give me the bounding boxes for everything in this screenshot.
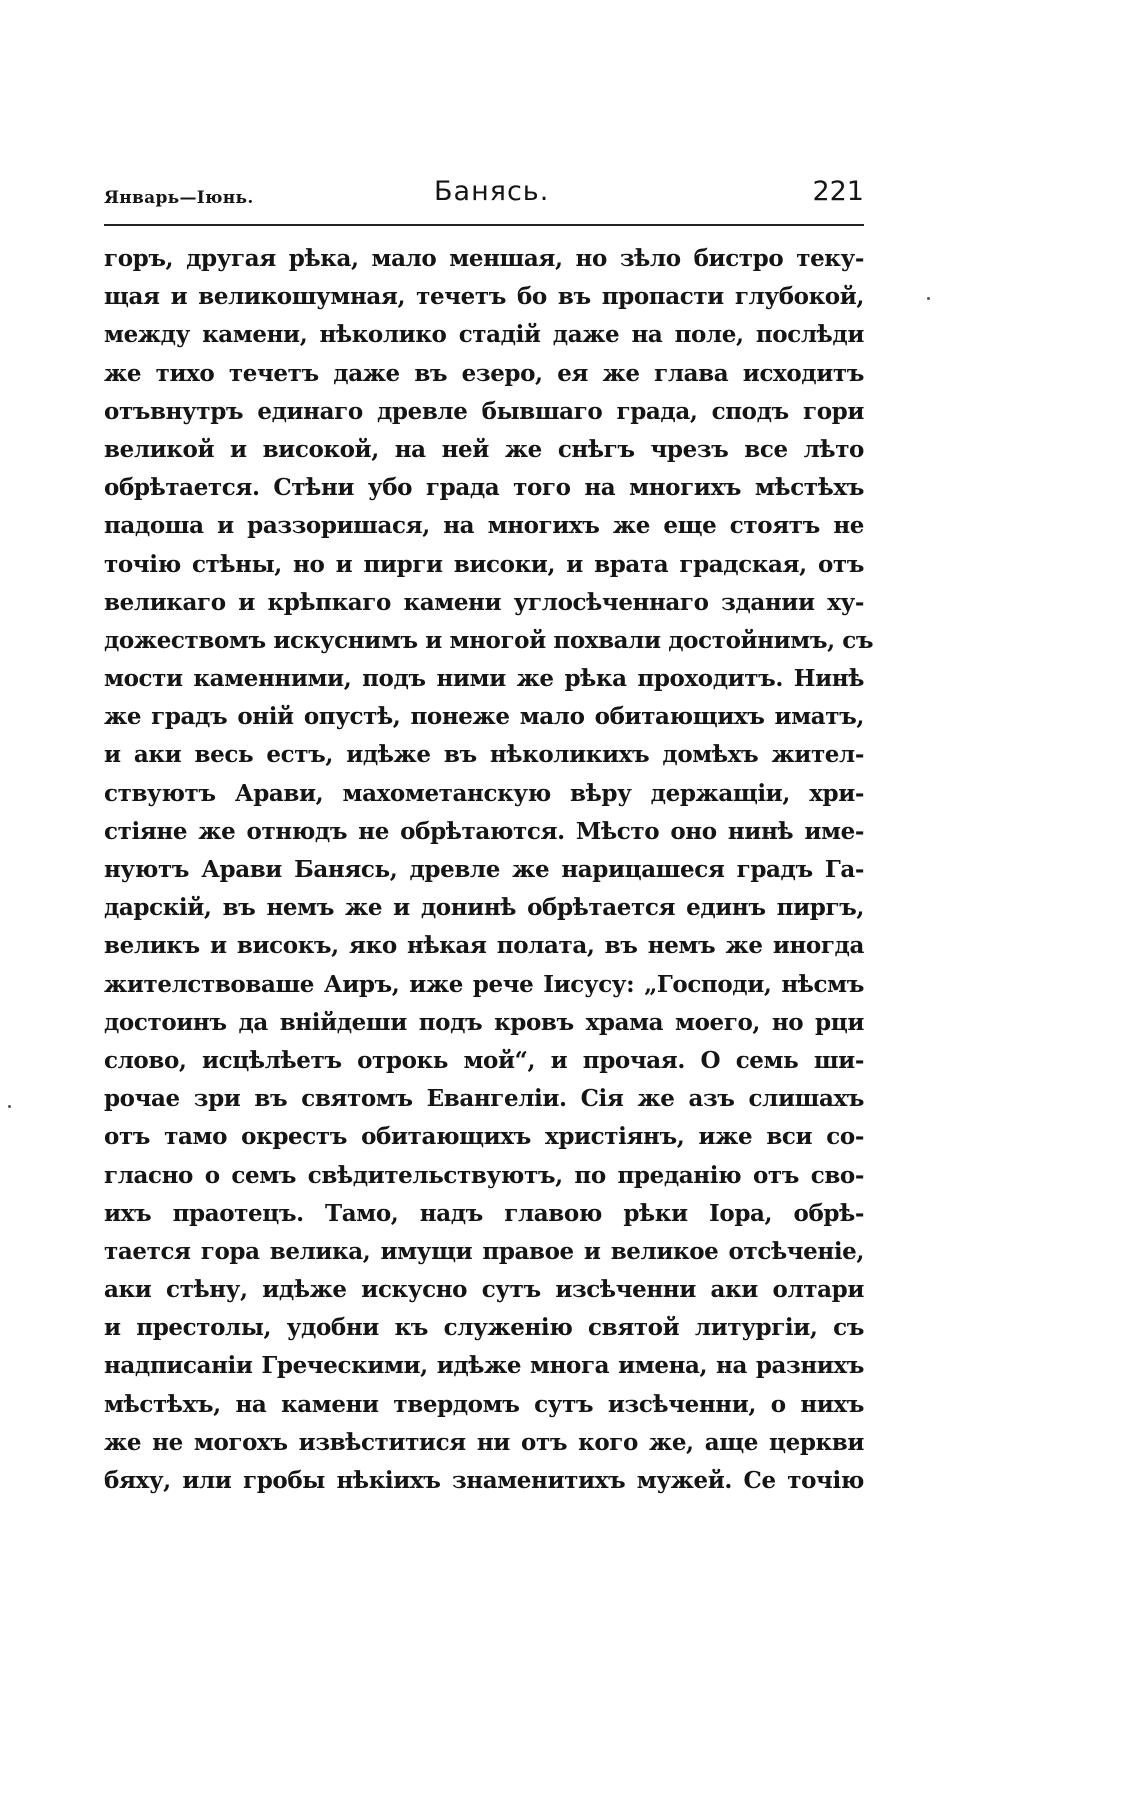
text-line: гласно о семъ свѣдительствуютъ, по преданію отъ сво- [104,1161,864,1189]
text-line: великой и високой, на ней же снѣгъ чрезъ все лѣто [104,435,864,463]
text-line: же тихо течетъ даже въ езеро, ея же глава исходитъ [104,359,864,387]
text-line: достоинъ да внійдеши подъ кровъ храма моего, но рци [104,1008,864,1036]
text-line: аки стѣну, идѣже искусно сутъ изсѣченни аки олтари [104,1276,864,1304]
text-line: великъ и високъ, яко нѣкая полата, въ немъ же иногда [104,932,864,960]
text-line: отъвнутръ единаго древле бывшаго града, сподъ гори [104,397,864,425]
text-line: и аки весь естъ, идѣже въ нѣколикихъ домѣхъ жител- [104,741,864,769]
text-line: между камени, нѣколико стадій даже на поле, послѣди [104,321,864,349]
margin-speck [8,1105,11,1108]
text-line: жителствоваше Аиръ, иже рече Іисусу: „Господи, нѣсмъ [104,970,864,998]
body-text [104,240,874,1500]
text-line: дожествомъ искуснимъ и многой похвали достойнимъ, съ [104,626,874,654]
text-line: падоша и раззоришася, на многихъ же еще стоятъ не [104,512,864,540]
text-line: отъ тамо окрестъ обитающихъ христіянъ, иже вси со- [104,1123,864,1151]
text-line: и престолы, удобни къ служенію святой литургіи, съ [104,1314,864,1342]
text-line: рочае зри въ святомъ Евангеліи. Сія же азъ слишахъ [104,1085,864,1113]
text-line: стіяне же отнюдъ не обрѣтаются. Мѣсто оно нинѣ име- [104,817,864,845]
text-line: щая и великошумная, течетъ бо въ пропасти глубокой, [104,283,864,311]
text-line: надписаніи Греческими, идѣже многа имена, на разнихъ [104,1352,864,1380]
text-line: тается гора велика, имущи правое и великое отсѣченіе, [104,1237,864,1265]
text-line: бяху, или гробы нѣкіихъ знаменитихъ мужей. Се точію [104,1467,864,1494]
text-line: нуютъ Арави Банясь, древле же нарицашеся градъ Га- [104,856,864,883]
text-line: ихъ праотецъ. Тамо, надъ главою рѣки Іора, обрѣ- [104,1199,864,1227]
running-head-section: Январь—Іюнь. [104,188,254,208]
text-line: ствуютъ Арави, махометанскую вѣру держащіи, хри- [104,779,864,807]
text-line: обрѣтается. Стѣни убо града того на многихъ мѣстѣхъ [104,474,864,502]
text-line: горъ, другая рѣка, мало меншая, но зѣло бистро теку- [104,245,864,272]
text-line: же градъ оній опустѣ, понеже мало обитающихъ иматъ, [104,703,864,731]
page-number: 221 [812,176,864,207]
text-line: же не могохъ извѣститися ни отъ кого же, аще церкви [104,1428,864,1456]
text-line: слово, исцѣлѣетъ отрокь мой“, и прочая. О семь ши- [104,1046,864,1074]
margin-speck [927,297,930,300]
text-line: мѣстѣхъ, на камени твердомъ сутъ изсѣченни, о нихъ [104,1390,864,1418]
running-head [104,176,864,216]
header-rule [104,224,864,226]
text-line: дарскій, въ немъ же и донинѣ обрѣтается единъ пиргъ, [104,894,864,922]
text-line: точію стѣны, но и пирги високи, и врата градская, отъ [104,550,864,578]
text-line: великаго и крѣпкаго камени углосѣченнаго здании ху- [104,588,864,616]
text-line: мости каменними, подъ ними же рѣка проходитъ. Нинѣ [104,665,864,693]
running-head-title: Банясь. [434,176,550,207]
